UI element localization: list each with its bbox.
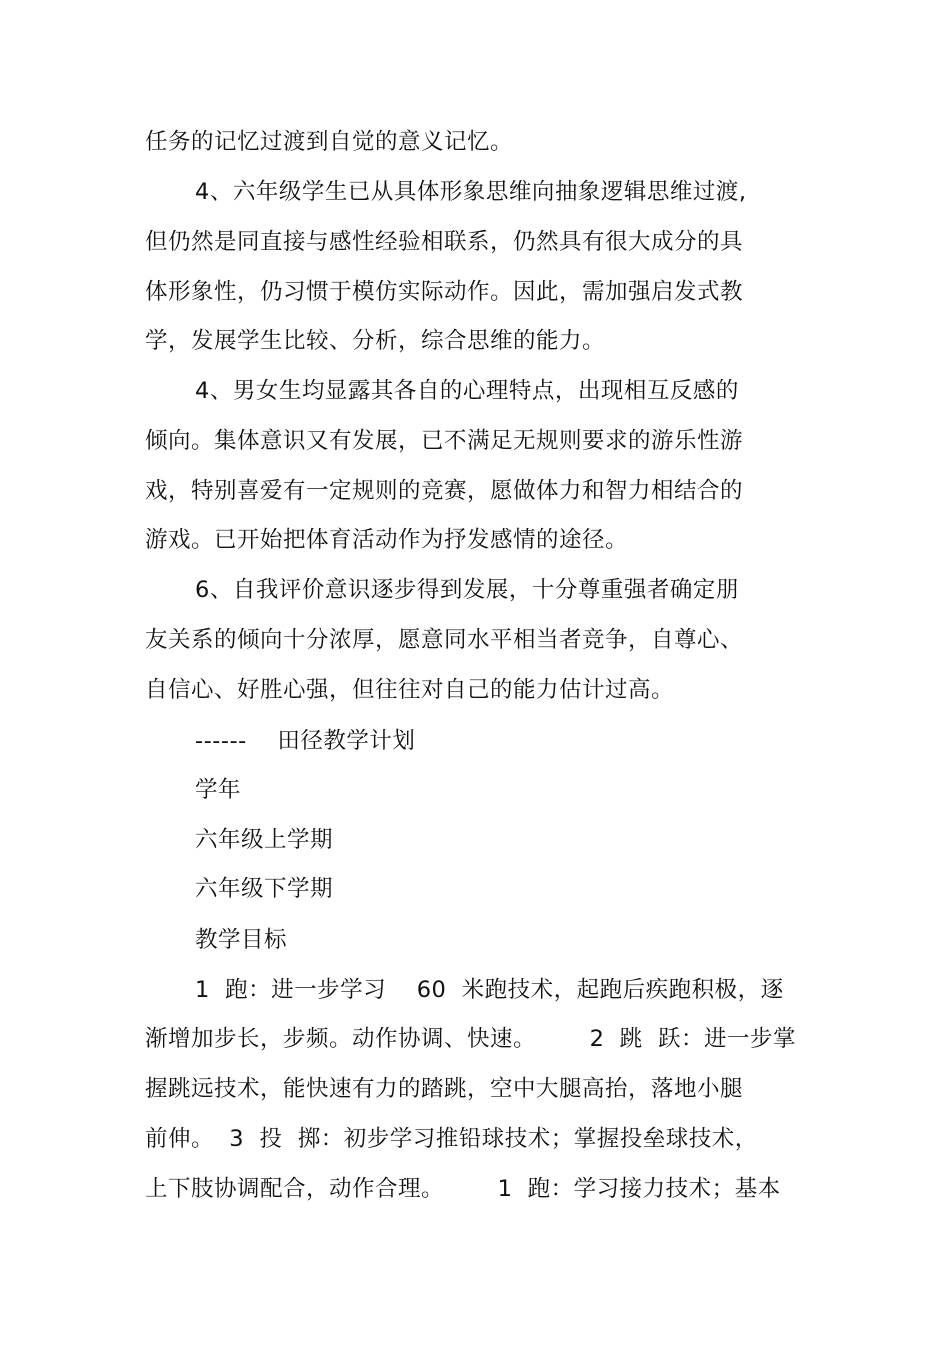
text-line: 4、男女生均显露其各自的心理特点，出现相互反感的 xyxy=(195,378,739,404)
text-line: 渐增加步长，步频。动作协调、快速。 2 跳 跃：进一步掌 xyxy=(145,1026,796,1052)
text-line: 前伸。 3 投 掷：初步学习推铅球技术；掌握投垒球技术， xyxy=(145,1126,758,1152)
text-line: 学，发展学生比较、分析，综合思维的能力。 xyxy=(145,328,606,354)
text-line: 6、自我评价意识逐步得到发展，十分尊重强者确定朋 xyxy=(195,577,739,603)
text-line: 握跳远技术，能快速有力的踏跳，空中大腿高抬，落地小腿 xyxy=(145,1076,744,1102)
text-line: 体形象性，仍习惯于模仿实际动作。因此，需加强启发式教 xyxy=(145,279,744,305)
text-line: 任务的记忆过渡到自觉的意义记忆。 xyxy=(145,129,514,155)
text-line: 但仍然是同直接与感性经验相联系，仍然具有很大成分的具 xyxy=(145,229,744,255)
table-cell: 教学目标 xyxy=(195,927,288,953)
text-line: 自信心、好胜心强，但往往对自己的能力估计过高。 xyxy=(145,677,675,703)
section-heading: ------ 田径教学计划 xyxy=(195,728,416,754)
text-line: 上下肢协调配合，动作合理。 1 跑：学习接力技术；基本 xyxy=(145,1176,781,1202)
text-line: 友关系的倾向十分浓厚，愿意同水平相当者竞争，自尊心、 xyxy=(145,627,744,653)
text-line: 1 跑：进一步学习 60 米跑技术，起跑后疾跑积极，逐 xyxy=(195,977,784,1003)
text-line: 倾向。集体意识又有发展，已不满足无规则要求的游乐性游 xyxy=(145,428,744,454)
table-cell: 六年级上学期 xyxy=(195,827,334,853)
text-line: 戏，特别喜爱有一定规则的竞赛，愿做体力和智力相结合的 xyxy=(145,478,744,504)
text-line: 4、六年级学生已从具体形象思维向抽象逻辑思维过渡, xyxy=(195,179,747,205)
table-cell: 学年 xyxy=(195,777,242,803)
text-line: 游戏。已开始把体育活动作为抒发感情的途径。 xyxy=(145,527,629,553)
table-cell: 六年级下学期 xyxy=(195,876,334,902)
